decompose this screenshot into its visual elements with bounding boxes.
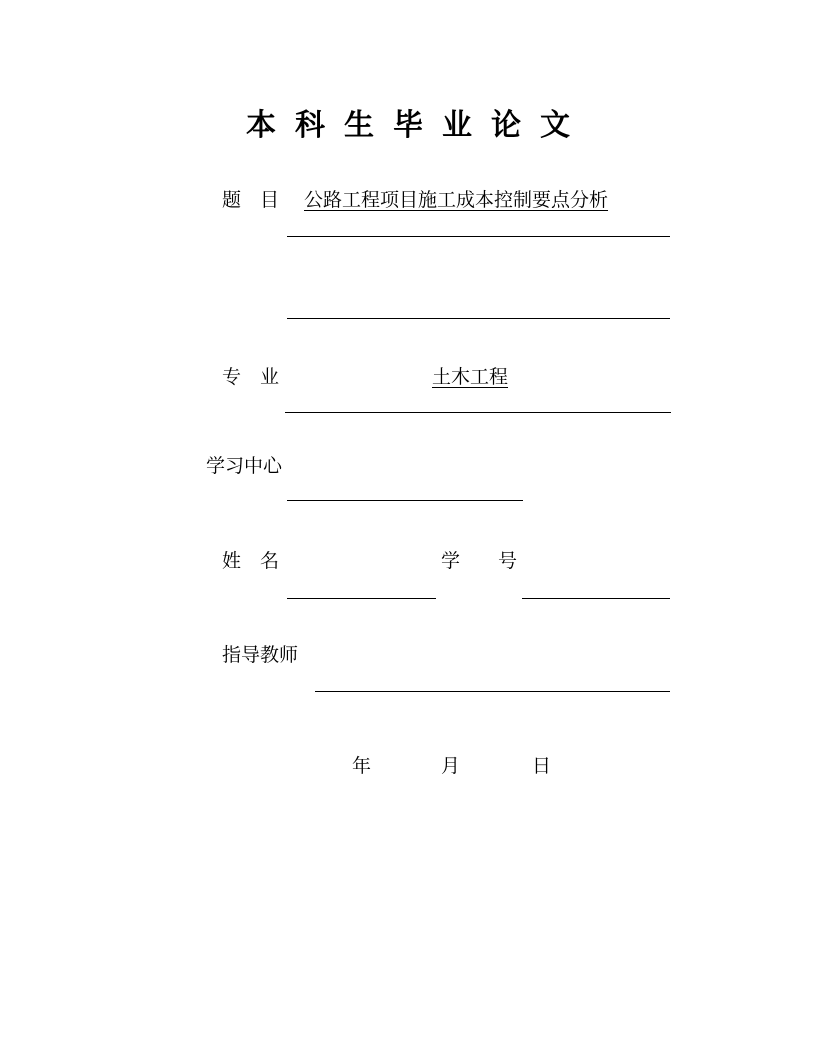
topic-line-1	[287, 236, 670, 237]
topic-line-2	[287, 318, 670, 319]
major-label: 专 业	[222, 366, 280, 388]
name-line	[287, 598, 436, 599]
major-line	[285, 412, 671, 413]
topic-label: 题 目	[222, 189, 280, 211]
page-title: 本科生毕业论文	[246, 108, 589, 143]
date-day-label: 日	[532, 755, 552, 777]
topic-value: 公路工程项目施工成本控制要点分析	[304, 189, 609, 211]
student-id-label: 学 号	[441, 550, 518, 572]
date-year-label: 年	[352, 755, 372, 777]
study-center-label: 学习中心	[206, 455, 283, 477]
date-month-label: 月	[441, 755, 461, 777]
name-label: 姓 名	[222, 550, 280, 572]
advisor-line	[315, 691, 670, 692]
study-center-line	[287, 500, 523, 501]
major-value: 土木工程	[432, 366, 509, 388]
advisor-label: 指导教师	[222, 644, 299, 666]
student-id-line	[522, 598, 670, 599]
